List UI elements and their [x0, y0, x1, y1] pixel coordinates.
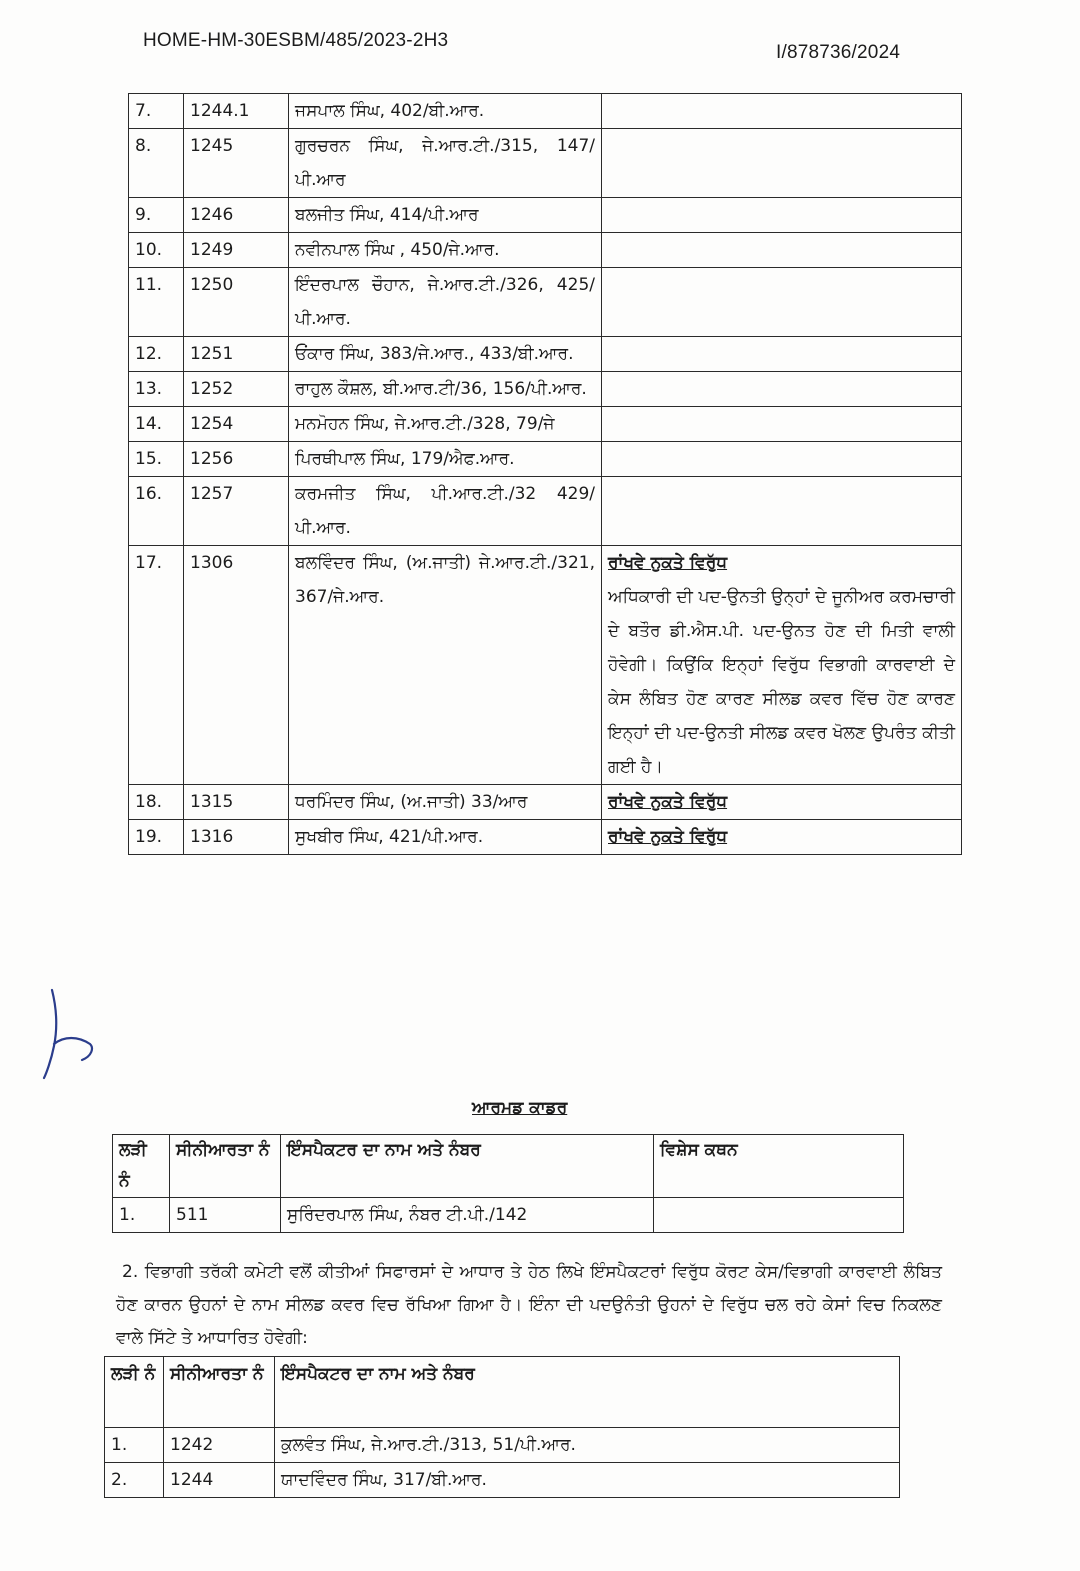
name-cell: ਧਰਮਿੰਦਰ ਸਿੰਘ, (ਅ.ਜਾਤੀ) 33/ਆਰ	[289, 785, 602, 820]
name-cell: ਮਨਮੋਹਨ ਸਿੰਘ, ਜੇ.ਆਰ.ਟੀ./328, 79/ਜੇ	[289, 407, 602, 442]
name-cell: ਰਾਹੁਲ ਕੌਸ਼ਲ, ਬੀ.ਆਰ.ਟੀ/36, 156/ਪੀ.ਆਰ.	[289, 372, 602, 407]
remark-cell	[602, 477, 962, 546]
seniority-cell: 1251	[184, 337, 289, 372]
table-row	[129, 198, 962, 233]
table-row	[105, 1428, 900, 1463]
serial-cell: 8.	[129, 129, 184, 198]
table-row	[113, 1198, 904, 1233]
armed-cadre-table	[112, 1134, 904, 1233]
remark-cell: ਰਾਂਖਵੇ ਨੁਕਤੇ ਵਿਰੁੱਧ	[602, 820, 962, 855]
seniority-cell: 1306	[184, 546, 289, 785]
remark-cell	[602, 198, 962, 233]
name-cell: ਓਂਕਾਰ ਸਿੰਘ, 383/ਜੇ.ਆਰ., 433/ਬੀ.ਆਰ.	[289, 337, 602, 372]
seniority-cell: 1257	[184, 477, 289, 546]
seniority-cell: 1244.1	[184, 94, 289, 129]
table-row	[105, 1463, 900, 1498]
name-cell: ਬਲਜੀਤ ਸਿੰਘ, 414/ਪੀ.ਆਰ	[289, 198, 602, 233]
remark-cell	[602, 233, 962, 268]
remark-heading: ਰਾਂਖਵੇ ਨੁਕਤੇ ਵਿਰੁੱਧ	[608, 553, 728, 573]
remark-cell	[602, 372, 962, 407]
table-header-row	[105, 1357, 900, 1428]
name-cell: ਕੁਲਵੰਤ ਸਿੰਘ, ਜੇ.ਆਰ.ਟੀ./313, 51/ਪੀ.ਆਰ.	[275, 1428, 900, 1463]
seniority-cell: 1244	[164, 1463, 275, 1498]
table-header-row	[113, 1135, 904, 1198]
table-row	[129, 372, 962, 407]
seniority-cell: 1316	[184, 820, 289, 855]
name-cell: ਗੁਰਚਰਨ ਸਿੰਘ, ਜੇ.ਆਰ.ਟੀ./315, 147/ਪੀ.ਆਰ	[289, 129, 602, 198]
name-cell: ਨਵੀਨਪਾਲ ਸਿੰਘ , 450/ਜੇ.ਆਰ.	[289, 233, 602, 268]
remark-cell	[602, 407, 962, 442]
seniority-cell: 1250	[184, 268, 289, 337]
table-row	[129, 477, 962, 546]
serial-cell: 1.	[113, 1198, 170, 1233]
column-header: ਸੀਨੀਆਰਤਾ ਨੰ	[170, 1135, 281, 1198]
table-row	[129, 820, 962, 855]
serial-cell: 16.	[129, 477, 184, 546]
table-row	[129, 268, 962, 337]
remark-cell	[654, 1198, 904, 1233]
armed-cadre-caption: ਆਰਮਡ ਕਾਡਰ	[472, 1098, 568, 1118]
seniority-cell: 1256	[184, 442, 289, 477]
serial-cell: 15.	[129, 442, 184, 477]
column-header: ਇੰਸਪੈਕਟਰ ਦਾ ਨਾਮ ਅਤੇ ਨੰਬਰ	[281, 1135, 654, 1198]
table-row	[129, 442, 962, 477]
seniority-cell: 1249	[184, 233, 289, 268]
column-header: ਸੀਨੀਆਰਤਾ ਨੰ	[164, 1357, 275, 1428]
serial-cell: 2.	[105, 1463, 164, 1498]
paragraph-2: 2. ਵਿਭਾਗੀ ਤਰੱਕੀ ਕਮੇਟੀ ਵਲੋਂ ਕੀਤੀਆਂ ਸਿਫਾਰਸਾਂ ਦੇ ਆਧਾਰ ਤੇ ਹੇਠ ਲਿਖੇ ਇੰਸਪੈਕਟਰਾਂ ਵਿਰੁੱਧ ਕੋਰਟ ਕੇਸ/ਵਿਭਾਗੀ ਕਾਰਵਾਈ ਲੰਬਿਤ ਹੋਣ ਕਾਰਨ ਉਹਨਾਂ ਦੇ ਨਾਮ ਸੀਲਡ ਕਵਰ ਵਿਚ ਰੱਖਿਆ ਗਿਆ ਹੈ। ਇੰਨਾ ਦੀ ਪਦਉਨੰਤੀ ਉਹਨਾਂ ਦੇ ਵਿਰੁੱਧ ਚਲ ਰਹੇ ਕੇਸਾਂ ਵਿਚ ਨਿਕਲਣ ਵਾਲੇ ਸਿੱਟੇ ਤੇ ਆਧਾਰਿਤ ਹੋਵੇਗੀ:	[116, 1262, 942, 1348]
serial-cell: 1.	[105, 1428, 164, 1463]
seniority-cell: 1252	[184, 372, 289, 407]
name-cell: ਜਸਪਾਲ ਸਿੰਘ, 402/ਬੀ.ਆਰ.	[289, 94, 602, 129]
seniority-cell: 1245	[184, 129, 289, 198]
seniority-cell: 1242	[164, 1428, 275, 1463]
seniority-cell: 511	[170, 1198, 281, 1233]
promotion-table	[128, 93, 962, 855]
seniority-cell: 1246	[184, 198, 289, 233]
remark-cell	[602, 546, 962, 785]
seniority-cell: 1254	[184, 407, 289, 442]
name-cell: ਕਰਮਜੀਤ ਸਿੰਘ, ਪੀ.ਆਰ.ਟੀ./32 429/ ਪੀ.ਆਰ.	[289, 477, 602, 546]
serial-cell: 13.	[129, 372, 184, 407]
remark-text: ਅਧਿਕਾਰੀ ਦੀ ਪਦ-ਉਨਤੀ ਉਨ੍ਹਾਂ ਦੇ ਜੂਨੀਅਰ ਕਰਮਚਾਰੀ ਦੇ ਬਤੌਰ ਡੀ.ਐਸ.ਪੀ. ਪਦ-ਉਨਤ ਹੋਣ ਦੀ ਮਿਤੀ ਵਾਲੀ ਹੋਵੇਗੀ। ਕਿਉਂਕਿ ਇਨ੍ਹਾਂ ਵਿਰੁੱਧ ਵਿਭਾਗੀ ਕਾਰਵਾਈ ਦੇ ਕੇਸ ਲੰਬਿਤ ਹੋਣ ਕਾਰਣ ਸੀਲਡ ਕਵਰ ਵਿੱਚ ਹੋਣ ਕਾਰਣ ਇਨ੍ਹਾਂ ਦੀ ਪਦ-ਉਨਤੀ ਸੀਲਡ ਕਵਰ ਖੋਲਣ ਉਪਰੰਤ ਕੀਤੀ ਗਈ ਹੈ।	[608, 587, 955, 777]
column-header: ਲੜੀ ਨੰ	[105, 1357, 164, 1428]
name-cell: ਯਾਦਵਿੰਦਰ ਸਿੰਘ, 317/ਬੀ.ਆਰ.	[275, 1463, 900, 1498]
remark-cell	[602, 337, 962, 372]
signature-mark	[38, 986, 100, 1080]
serial-cell: 17.	[129, 546, 184, 785]
table-row	[129, 785, 962, 820]
serial-cell: 19.	[129, 820, 184, 855]
column-header: ਲੜੀ ਨੰ	[113, 1135, 170, 1198]
serial-cell: 14.	[129, 407, 184, 442]
remark-cell: ਰਾਂਖਵੇ ਨੁਕਤੇ ਵਿਰੁੱਧ	[602, 785, 962, 820]
serial-cell: 10.	[129, 233, 184, 268]
name-cell: ਪਿਰਥੀਪਾਲ ਸਿੰਘ, 179/ਐਫ.ਆਰ.	[289, 442, 602, 477]
column-header: ਇੰਸਪੈਕਟਰ ਦਾ ਨਾਮ ਅਤੇ ਨੰਬਰ	[275, 1357, 900, 1428]
seniority-cell: 1315	[184, 785, 289, 820]
name-cell: ਸੁਰਿੰਦਰਪਾਲ ਸਿੰਘ, ਨੰਬਰ ਟੀ.ਪੀ./142	[281, 1198, 654, 1233]
table-row	[129, 94, 962, 129]
remark-cell	[602, 94, 962, 129]
reference-number: I/878736/2024	[776, 42, 901, 63]
remark-cell	[602, 442, 962, 477]
serial-cell: 11.	[129, 268, 184, 337]
serial-cell: 9.	[129, 198, 184, 233]
sealed-cover-table	[104, 1356, 900, 1498]
name-cell: ਬਲਵਿੰਦਰ ਸਿੰਘ, (ਅ.ਜਾਤੀ) ਜੇ.ਆਰ.ਟੀ./321, 367/ਜੇ.ਆਰ.	[289, 546, 602, 785]
serial-cell: 7.	[129, 94, 184, 129]
table-row	[129, 129, 962, 198]
name-cell: ਇੰਦਰਪਾਲ ਚੌਹਾਨ, ਜੇ.ਆਰ.ਟੀ./326, 425/ਪੀ.ਆਰ.	[289, 268, 602, 337]
name-cell: ਸੁਖਬੀਰ ਸਿੰਘ, 421/ਪੀ.ਆਰ.	[289, 820, 602, 855]
table-row	[129, 407, 962, 442]
table-row	[129, 233, 962, 268]
serial-cell: 12.	[129, 337, 184, 372]
column-header: ਵਿਸ਼ੇਸ ਕਥਨ	[654, 1135, 904, 1198]
serial-cell: 18.	[129, 785, 184, 820]
remark-cell	[602, 129, 962, 198]
file-number: HOME-HM-30ESBM/485/2023-2H3	[143, 30, 449, 51]
remark-cell	[602, 268, 962, 337]
table-row	[129, 337, 962, 372]
table-row	[129, 546, 962, 785]
